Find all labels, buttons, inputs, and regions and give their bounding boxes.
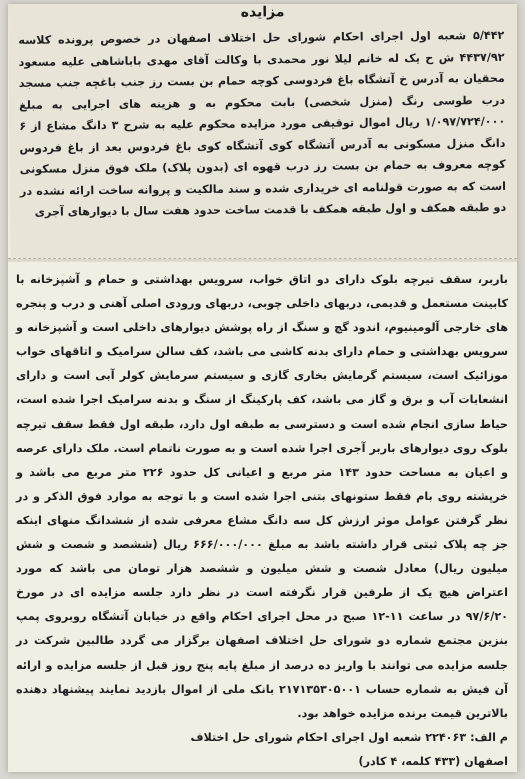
notice-paragraph-top: ۵/۴۴۲ شعبه اول اجرای احکام شورای حل اختلاف اصفهان در خصوص پرونده کلاسه ۴۴۳۷/۹۲ ش ح یک له خانم لیلا نور محمدی با وکالت آقای مهدی باباشاهی علیه مسعود محقیان به آدرس خ آتشگاه باغ فردوسی کوچه حمام بن بست رز جنب باغچه جنب مسجد درب طوسی رنگ (منزل شخصی) بابت محکوم به و هزینه های اجرایی به مبلغ ۱/۰۹۷/۷۲۴/۰۰۰ ریال اموال توقیفی مورد مزایده محکوم علیه به شرح ۳ دانگ مشاع از ۶ دانگ منزل مسکونی به آدرس آتشگاه کوی آتشگاه کوی باغ فردوس بعد از باغ فردوس کوچه معروف به حمام بن بست رز درب قهوه ای (بدون پلاک) ملک فوق منزل مسکونی است که به صورت قولنامه ای خریداری شده و سند مالکیت و پروانه ساخت ارائه نشده در دو طبقه همکف و اول طبقه همکف با قدمت ساخت حدود هفت سال با دیوارهای آجری bbox=[18, 28, 507, 219]
notice-bottom-section bbox=[8, 262, 517, 772]
notice-title: مزایده bbox=[240, 4, 285, 21]
notice-top-section bbox=[8, 4, 517, 266]
notice-signature-tail: اصفهان (۴۳۳ کلمه، ۴ کادر) bbox=[358, 754, 508, 768]
notice-body-text: باربر، سقف تیرچه بلوک دارای دو اتاق خواب، سرویس بهداشتی و حمام و آشپزخانه با کابینت مستعمل و قدیمی، دربهای داخلی چوبی، دربهای ورودی اصلی آهنی و درب و پنجره های خارجی آلومینیوم، اندود گچ و سنگ از راه پوشش دیوارهای داخلی است و آشپزخانه و سرویس بهداشتی و حمام دارای بدنه کاشی می باشد، کف سالن سرامیک و اتاقهای خواب موزائیک است، سیستم گرمایش بخاری گازی و سیستم سرمایش کولر آبی است و دارای انشعابات آب و برق و گاز می باشد، کف پارکینگ از سنگ و بدنه سرامیک اجرا شده است، حیاط سازی انجام شده است و دسترسی به طبقه اول دارد، طبقه اول فقط سقف تیرچه بلوک روی دیوارهای باربر آجری اجرا شده است و به صورت ناتمام است. ملک دارای عرصه و اعیان به مساحت حدود ۱۴۳ متر مربع و اعیانی کل حدود ۲۲۶ متر مربع می باشد و خرپشته روی بام فقط ستونهای بتنی اجرا شده است و با توجه به موارد فوق الذکر و در نظر گرفتن عوامل موثر ارزش کل سه دانگ مشاع معرفی شده از ششدانگ منهای اینکه جز چه پلاک ثبتی قرار داشته باشد به مبلغ ۶۶۶/۰۰۰/۰۰۰ ریال (ششصد و شصت و شش میلیون ریال) معادل شصت و شش میلیون و ششصد هزار تومان می باشد که مورد اعتراض هیچ یک از طرفین قرار نگرفته است در نظر دارد جلسه مزایده ای در مورخ ۹۷/۶/۲۰ در ساعت ۱۱-۱۲ صبح در محل اجرای احکام واقع در خیابان آتشگاه روبروی پمپ بنزین مجتمع شماره دو شورای حل اختلاف اصفهان برگزار می گردد طالبین شرکت در جلسه مزایده می توانند با واریز ده درصد از مبلغ پایه پنج روز قبل از جلسه مزایده و ارائه آن فیش به شماره حساب ۲۱۷۱۳۵۳۰۵۰۰۱ بانک ملی از اموال بازدید نمایند پیشنهاد دهنده بالاترین قیمت برنده مزایده خواهد بود. bbox=[16, 273, 508, 720]
notice-paragraph-bottom bbox=[16, 268, 508, 772]
notice-signature bbox=[16, 726, 508, 750]
signature-text: م الف: ۲۲۴۰۶۳ شعبه اول اجرای احکام شورای حل اختلاف bbox=[190, 730, 508, 744]
newspaper-clipping bbox=[8, 4, 517, 772]
